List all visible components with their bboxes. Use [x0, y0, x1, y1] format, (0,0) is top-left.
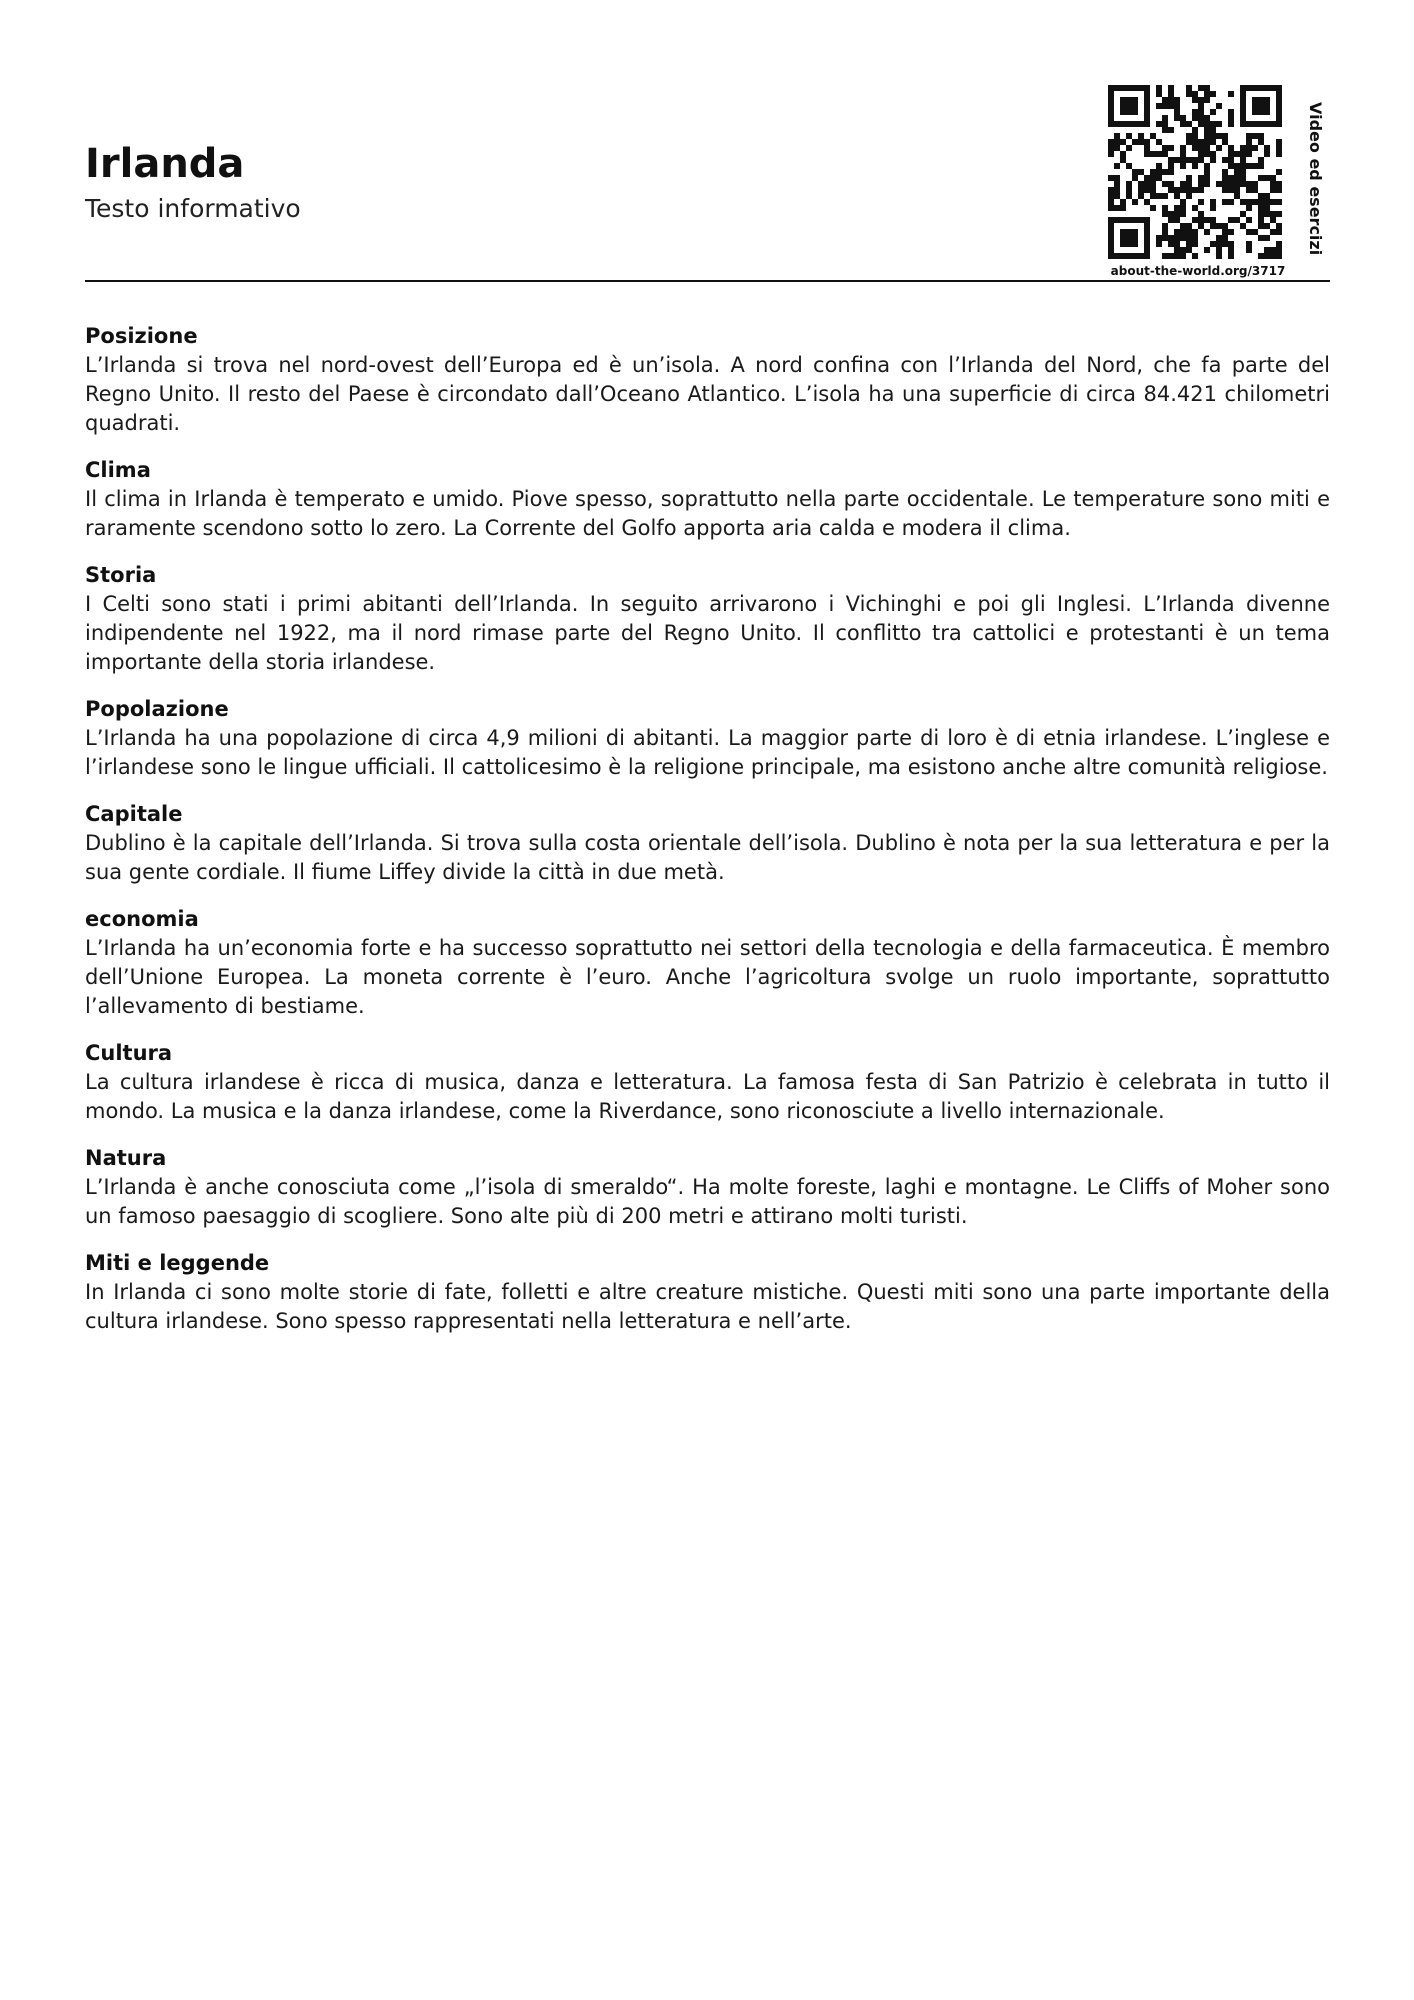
section-heading: Posizione: [85, 324, 198, 348]
section-text: L’Irlanda ha un’economia forte e ha successo soprattutto nei settori della tecnologia e della farmaceutica. È membro dell’Unione Europea. La moneta corrente è l’euro. Anche l’agricoltura svolge un ruolo importante, soprattutto l’allevamento di bestiame.: [85, 936, 1330, 1018]
section-heading: Storia: [85, 563, 157, 587]
header-divider: [85, 280, 1330, 282]
section-heading: Capitale: [85, 802, 183, 826]
section-text: Dublino è la capitale dell’Irlanda. Si trova sulla costa orientale dell’isola. Dublino è nota per la sua letteratura e per la sua gente cordiale. Il fiume Liffey divide la città in due metà.: [85, 831, 1330, 884]
section-natura: [85, 1144, 1330, 1231]
section-heading: Miti e leggende: [85, 1251, 270, 1275]
section-clima: [85, 456, 1330, 543]
qr-code-graphic: [1105, 82, 1285, 260]
section-text: La cultura irlandese è ricca di musica, danza e letteratura. La famosa festa di San Patrizio è celebrata in tutto il mondo. La musica e la danza irlandese, come la Riverdance, sono riconosciute a livello internazionale.: [85, 1070, 1330, 1123]
page-subtitle: Testo informativo: [85, 194, 301, 223]
section-text: I Celti sono stati i primi abitanti dell’Irlanda. In seguito arrivarono i Vichinghi e poi gli Inglesi. L’Irlanda divenne indipendente nel 1922, ma il nord rimase parte del Regno Unito. Il conflitto tra cattolici e protestanti è un tema importante della storia irlandese.: [85, 592, 1330, 674]
page-title: Irlanda: [85, 141, 245, 187]
section-text: L’Irlanda ha una popolazione di circa 4,9 milioni di abitanti. La maggior parte di loro è di etnia irlandese. L’inglese e l’irlandese sono le lingue ufficiali. Il cattolicesimo è la religione principale, ma esistono anche altre comunità religiose.: [85, 726, 1330, 779]
qr-code[interactable]: [1105, 82, 1285, 260]
main-content: [85, 322, 1330, 1354]
section-posizione: [85, 322, 1330, 438]
qr-url[interactable]: about-the-world.org/3717: [1110, 264, 1286, 278]
section-popolazione: [85, 695, 1330, 782]
video-exercises-label: Video ed esercizi: [1306, 102, 1325, 256]
section-heading: Clima: [85, 458, 151, 482]
section-cultura: [85, 1039, 1330, 1126]
section-capitale: [85, 800, 1330, 887]
section-heading: Cultura: [85, 1041, 173, 1065]
section-text: L’Irlanda si trova nel nord-ovest dell’Europa ed è un’isola. A nord confina con l’Irlanda del Nord, che fa parte del Regno Unito. Il resto del Paese è circondato dall’Oceano Atlantico. L’isola ha una superficie di circa 84.421 chilometri quadrati.: [85, 353, 1330, 435]
section-text: Il clima in Irlanda è temperato e umido. Piove spesso, soprattutto nella parte occidentale. Le temperature sono miti e raramente scendono sotto lo zero. La Corrente del Golfo apporta aria calda e modera il clima.: [85, 487, 1330, 540]
section-storia: [85, 561, 1330, 677]
section-heading: Natura: [85, 1146, 167, 1170]
section-economia: [85, 905, 1330, 1021]
section-text: In Irlanda ci sono molte storie di fate, folletti e altre creature mistiche. Questi miti sono una parte importante della cultura irlandese. Sono spesso rappresentati nella letteratura e nell’arte.: [85, 1280, 1330, 1333]
section-text: L’Irlanda è anche conosciuta come „l’isola di smeraldo“. Ha molte foreste, laghi e montagne. Le Cliffs of Moher sono un famoso paesaggio di scogliere. Sono alte più di 200 metri e attirano molti turisti.: [85, 1175, 1330, 1228]
section-heading: economia: [85, 907, 199, 931]
section-miti-e-leggende: [85, 1249, 1330, 1336]
section-heading: Popolazione: [85, 697, 229, 721]
page-header: [85, 82, 1330, 282]
